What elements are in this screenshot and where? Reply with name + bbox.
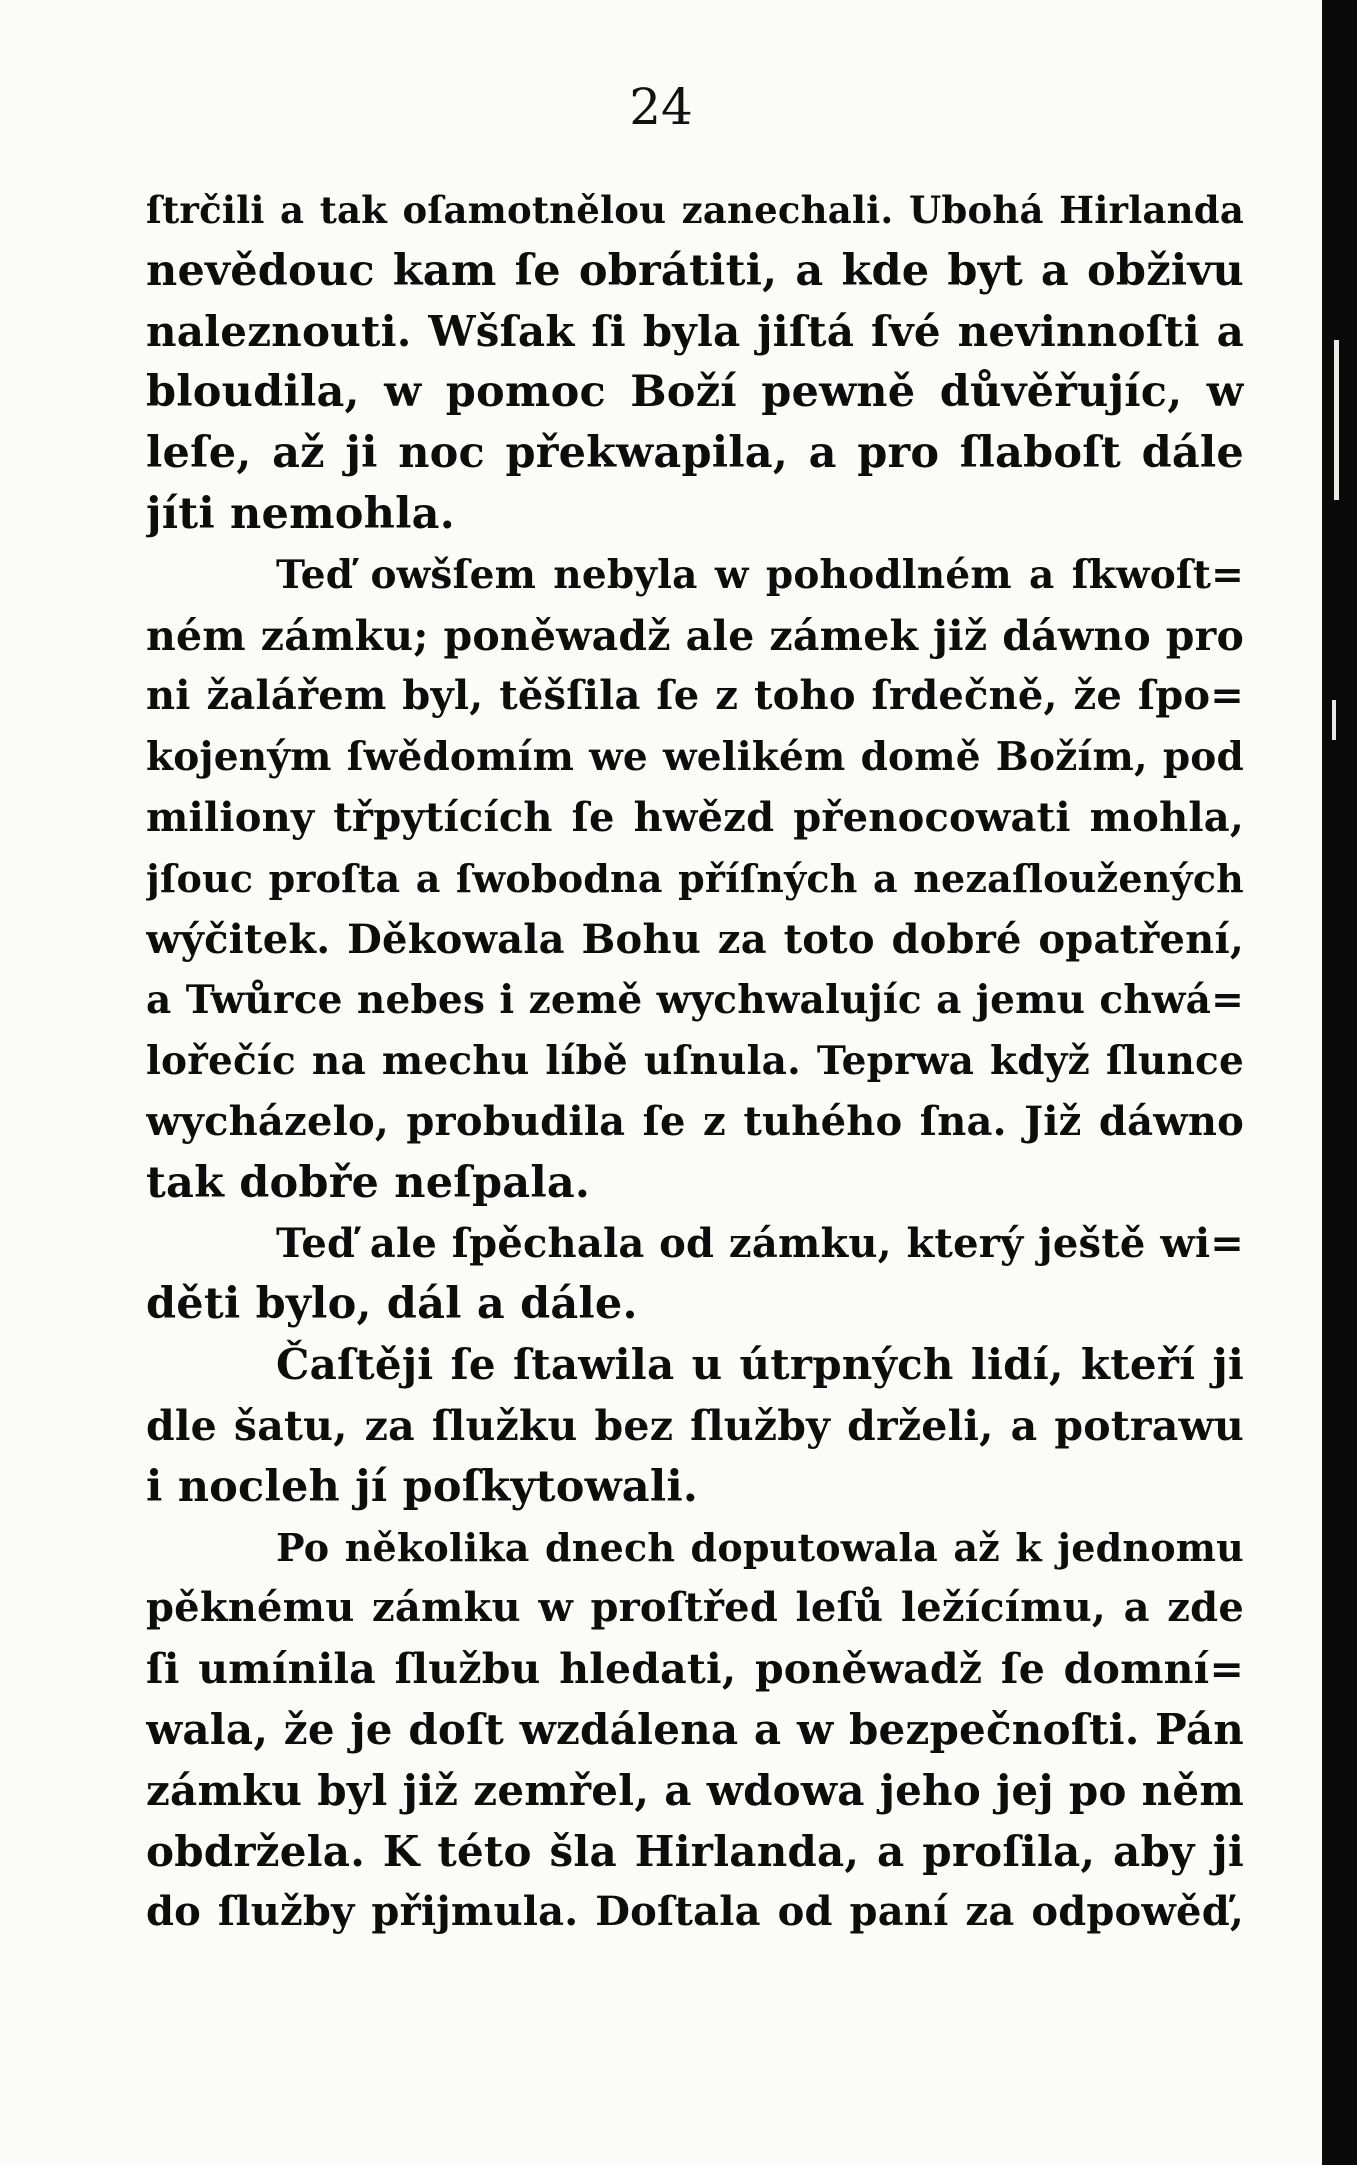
text-line: bloudila, w pomoc Boží pewně důvěřujíc, w <box>146 367 1244 418</box>
text-line: lořečíc na mechu líbě uſnula. Teprwa když ſlunce <box>146 1038 1244 1085</box>
text-line: ſtrčili a tak oſamotnělou zanechali. Ubohá Hirlanda <box>146 188 1244 232</box>
text-line: leſe, až ji noc překwapila, a pro ſlaboſt dále <box>146 428 1244 479</box>
text-line: i nocleh jí poſkytowali. <box>146 1461 699 1512</box>
text-line: ném zámku; poněwadž ale zámek již dáwno pro <box>146 611 1244 660</box>
text-line: ni žalářem byl, těšſila ſe z toho ſrdečně, že ſpo= <box>146 672 1244 720</box>
text-line: wala, že je doſt wzdálena a w bezpečnoſti. Pán <box>146 1704 1244 1754</box>
text-line: Teď ale ſpěchala od zámku, který ještě wi= <box>276 1219 1244 1267</box>
text-line: děti bylo, dál a dále. <box>146 1279 638 1330</box>
text-line: miliony třpytících ſe hwězd přenocowati mohla, <box>146 793 1244 841</box>
text-line: zámku byl již zemřel, a wdowa jeho jej po něm <box>146 1765 1244 1815</box>
text-line: Čaſtěji ſe ſtawila u útrpných lidí, kteří ji <box>276 1340 1244 1390</box>
page-number: 24 <box>629 78 693 136</box>
text-line: Teď owšſem nebyla w pohodlném a ſkwoſt= <box>276 551 1244 598</box>
text-line: jíti nemohla. <box>146 488 455 539</box>
text-line: Po několika dnech doputowala až k jednomu <box>276 1524 1244 1570</box>
text-line: wýčitek. Děkowala Bohu za toto dobré opatření, <box>146 915 1244 963</box>
text-line: dle šatu, za ſlužku bez ſlužby drželi, a potrawu <box>146 1401 1244 1450</box>
body-text <box>146 180 1244 1943</box>
text-line: naleznouti. Wšſak ſi byla jiſtá ſvé nevinnoſti a <box>146 306 1244 356</box>
edge-mark <box>1334 340 1339 500</box>
text-line: do ſlužby přijmula. Doſtala od paní za odpowěď, <box>146 1888 1244 1936</box>
text-line: jſouc proſta a ſwobodna příſných a nezaſloužených <box>146 855 1244 901</box>
text-line: wycházelo, probudila ſe z tuhého ſna. Již dáwno <box>146 1097 1244 1145</box>
edge-mark <box>1332 700 1336 740</box>
scan-edge <box>1322 0 1357 2165</box>
text-line: nevědouc kam ſe obrátiti, a kde byt a obživu <box>146 245 1244 296</box>
text-line: a Twůrce nebes i země wychwalujíc a jemu chwá= <box>146 977 1244 1024</box>
text-line: tak dobře neſpala. <box>146 1157 591 1208</box>
text-line: ſi umínila ſlužbu hledati, poněwadž ſe domní= <box>146 1645 1244 1694</box>
text-line: obdržela. K této šla Hirlanda, a proſila, aby ji <box>146 1826 1244 1876</box>
text-line: kojeným ſwědomím we welikém domě Božím, pod <box>146 734 1244 781</box>
text-line: pěknému zámku w proſtřed leſů ležícímu, a zde <box>146 1584 1244 1632</box>
